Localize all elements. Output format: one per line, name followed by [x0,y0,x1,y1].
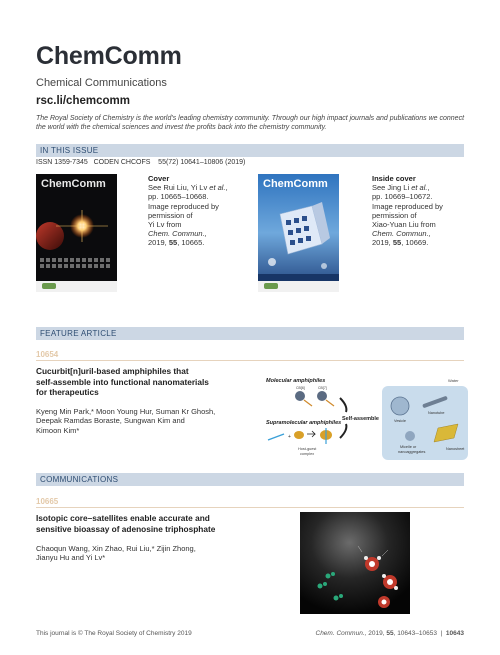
cover-journal: Chem. Commun., [372,229,431,239]
title-line: Isotopic core–satellites enable accurate and [36,513,210,523]
title-line: Cucurbit[n]uril-based amphiphiles that [36,366,189,376]
cb6-label: CB[6] [296,386,305,390]
section-label: FEATURE ARTICLE [40,329,117,338]
rsc-logo-icon [264,283,278,289]
cover-citation: 2019, 55, 10665. [148,238,205,248]
water-label: Water [448,378,459,383]
article-title[interactable] [36,366,236,398]
cover-footer-strip [36,281,117,292]
article-title[interactable] [36,513,246,534]
cover-heading: Inside cover [372,174,416,183]
section-bar-in-this-issue [36,144,464,157]
inside-cover-image[interactable] [258,174,339,292]
cover-credit-line: Yi Lv from [148,220,182,230]
cover-image[interactable] [36,174,117,292]
author-line: Deepak Ramdas Boraste, Sungwan Kim and [36,416,185,426]
supramolecular-amphiphiles-label: Supramolecular amphiphiles [266,420,342,426]
title-line: self-assemble into functional nanomaterials [36,376,209,387]
footer-copyright: This journal is © The Royal Society of Chemistry 2019 [36,630,192,637]
title-line: sensitive bioassay of adenosine triphosphate [36,523,216,534]
cover-pages: pp. 10669–10672. [372,192,433,202]
section-label: COMMUNICATIONS [40,475,119,484]
cover-logo: ChemComm [263,178,328,190]
cb7-label: CB[7] [318,386,327,390]
footer-journal: Chem. Commun., [315,630,367,637]
cover-footer-strip [258,281,339,292]
title-line: for therapeutics [36,387,99,398]
micelle-icon [405,431,415,441]
journal-title: ChemComm [36,42,182,70]
article-rule [36,360,464,361]
vesicle-label: Vesicle [394,419,407,423]
footer-year: 2019, [368,630,385,637]
footer-separator: | [440,630,443,637]
article-authors [36,544,241,563]
footer-volume: 55 [386,630,394,637]
cover-pages: pp. 10665–10668. [148,192,209,202]
volume-info: 55(72) 10641–10806 (2019) [158,159,246,166]
cover-credit-line: permission of [148,210,193,220]
cover-journal: Chem. Commun., [148,229,207,239]
inside-cover-art [258,174,339,292]
cover-credit-line: Image reproduced by [372,201,443,211]
issn: ISSN 1359-7345 [36,159,88,166]
journal-url[interactable]: rsc.li/chemcomm [36,95,130,107]
cover-credit-line: Image reproduced by [148,201,219,211]
communication-graphical-abstract[interactable] [300,512,410,614]
coden: CODEN CHCOFS [93,159,151,166]
section-bar-feature-article [36,327,464,340]
vesicle-icon [391,397,409,415]
article-rule [36,507,464,508]
cover-credit-line: Xiao-Yuan Liu from [372,220,436,230]
author-line: Jianyu Hu and Yi Lv* [36,553,106,563]
arrow-icon [340,424,346,438]
arrow-icon [340,398,346,412]
footer-citation [316,630,465,637]
cover-credit-line: permission of [372,210,417,220]
rsc-logo-icon [42,283,56,289]
cover-see-line: See Rui Liu, Yi Lv et al., [148,183,228,193]
mission-statement: The Royal Society of Chemistry is the world's leading chemistry community. Through our high impact journals and publications we connect the world with the chemical sciences and invest the profits back into the chemistry community. [36,115,465,131]
nanosheet-label: Nanosheet [446,447,465,451]
complex-label: complex [300,452,315,456]
footer-pages: , 10643–10653 [393,630,437,637]
micelle-label: nanoaggregates [398,450,426,454]
molecular-amphiphiles-label: Molecular amphiphiles [266,378,326,384]
article-number: 10665 [36,497,59,506]
cover-see-line: See Jing Li et al., [372,183,430,193]
article-number: 10654 [36,350,59,359]
host-guest-label: Host-guest [298,447,317,451]
cucurbituril-icon [295,391,305,401]
cover-heading: Cover [148,174,170,183]
self-assemble-label: Self-assemble [342,416,379,422]
cover-citation: 2019, 55, 10669. [372,238,429,248]
page-number: 10643 [445,630,464,637]
cover-caption [148,174,240,248]
nanotube-label: Nanotube [428,411,445,415]
host-icon [294,431,304,439]
micelle-label: Micelle or [400,445,417,449]
inside-cover-caption [372,174,464,248]
author-line: Chaoqun Wang, Xin Zhao, Rui Liu,* Zijin Zhong, [36,544,196,553]
cover-logo: ChemComm [41,178,106,190]
cucurbituril-icon [317,391,327,401]
feature-graphical-abstract[interactable] [262,368,472,468]
author-line: Kimoon Kim* [36,425,80,435]
section-label: IN THIS ISSUE [40,146,99,155]
cover-art [36,174,117,292]
core-satellite-icon [378,596,390,608]
article-authors [36,407,241,435]
author-line: Kyeng Min Park,* Moon Young Hur, Suman Kr Ghosh, [36,407,216,416]
section-bar-communications [36,473,464,486]
journal-subtitle: Chemical Communications [36,77,167,89]
svg-text:+: + [288,434,291,440]
issn-line [36,159,245,166]
